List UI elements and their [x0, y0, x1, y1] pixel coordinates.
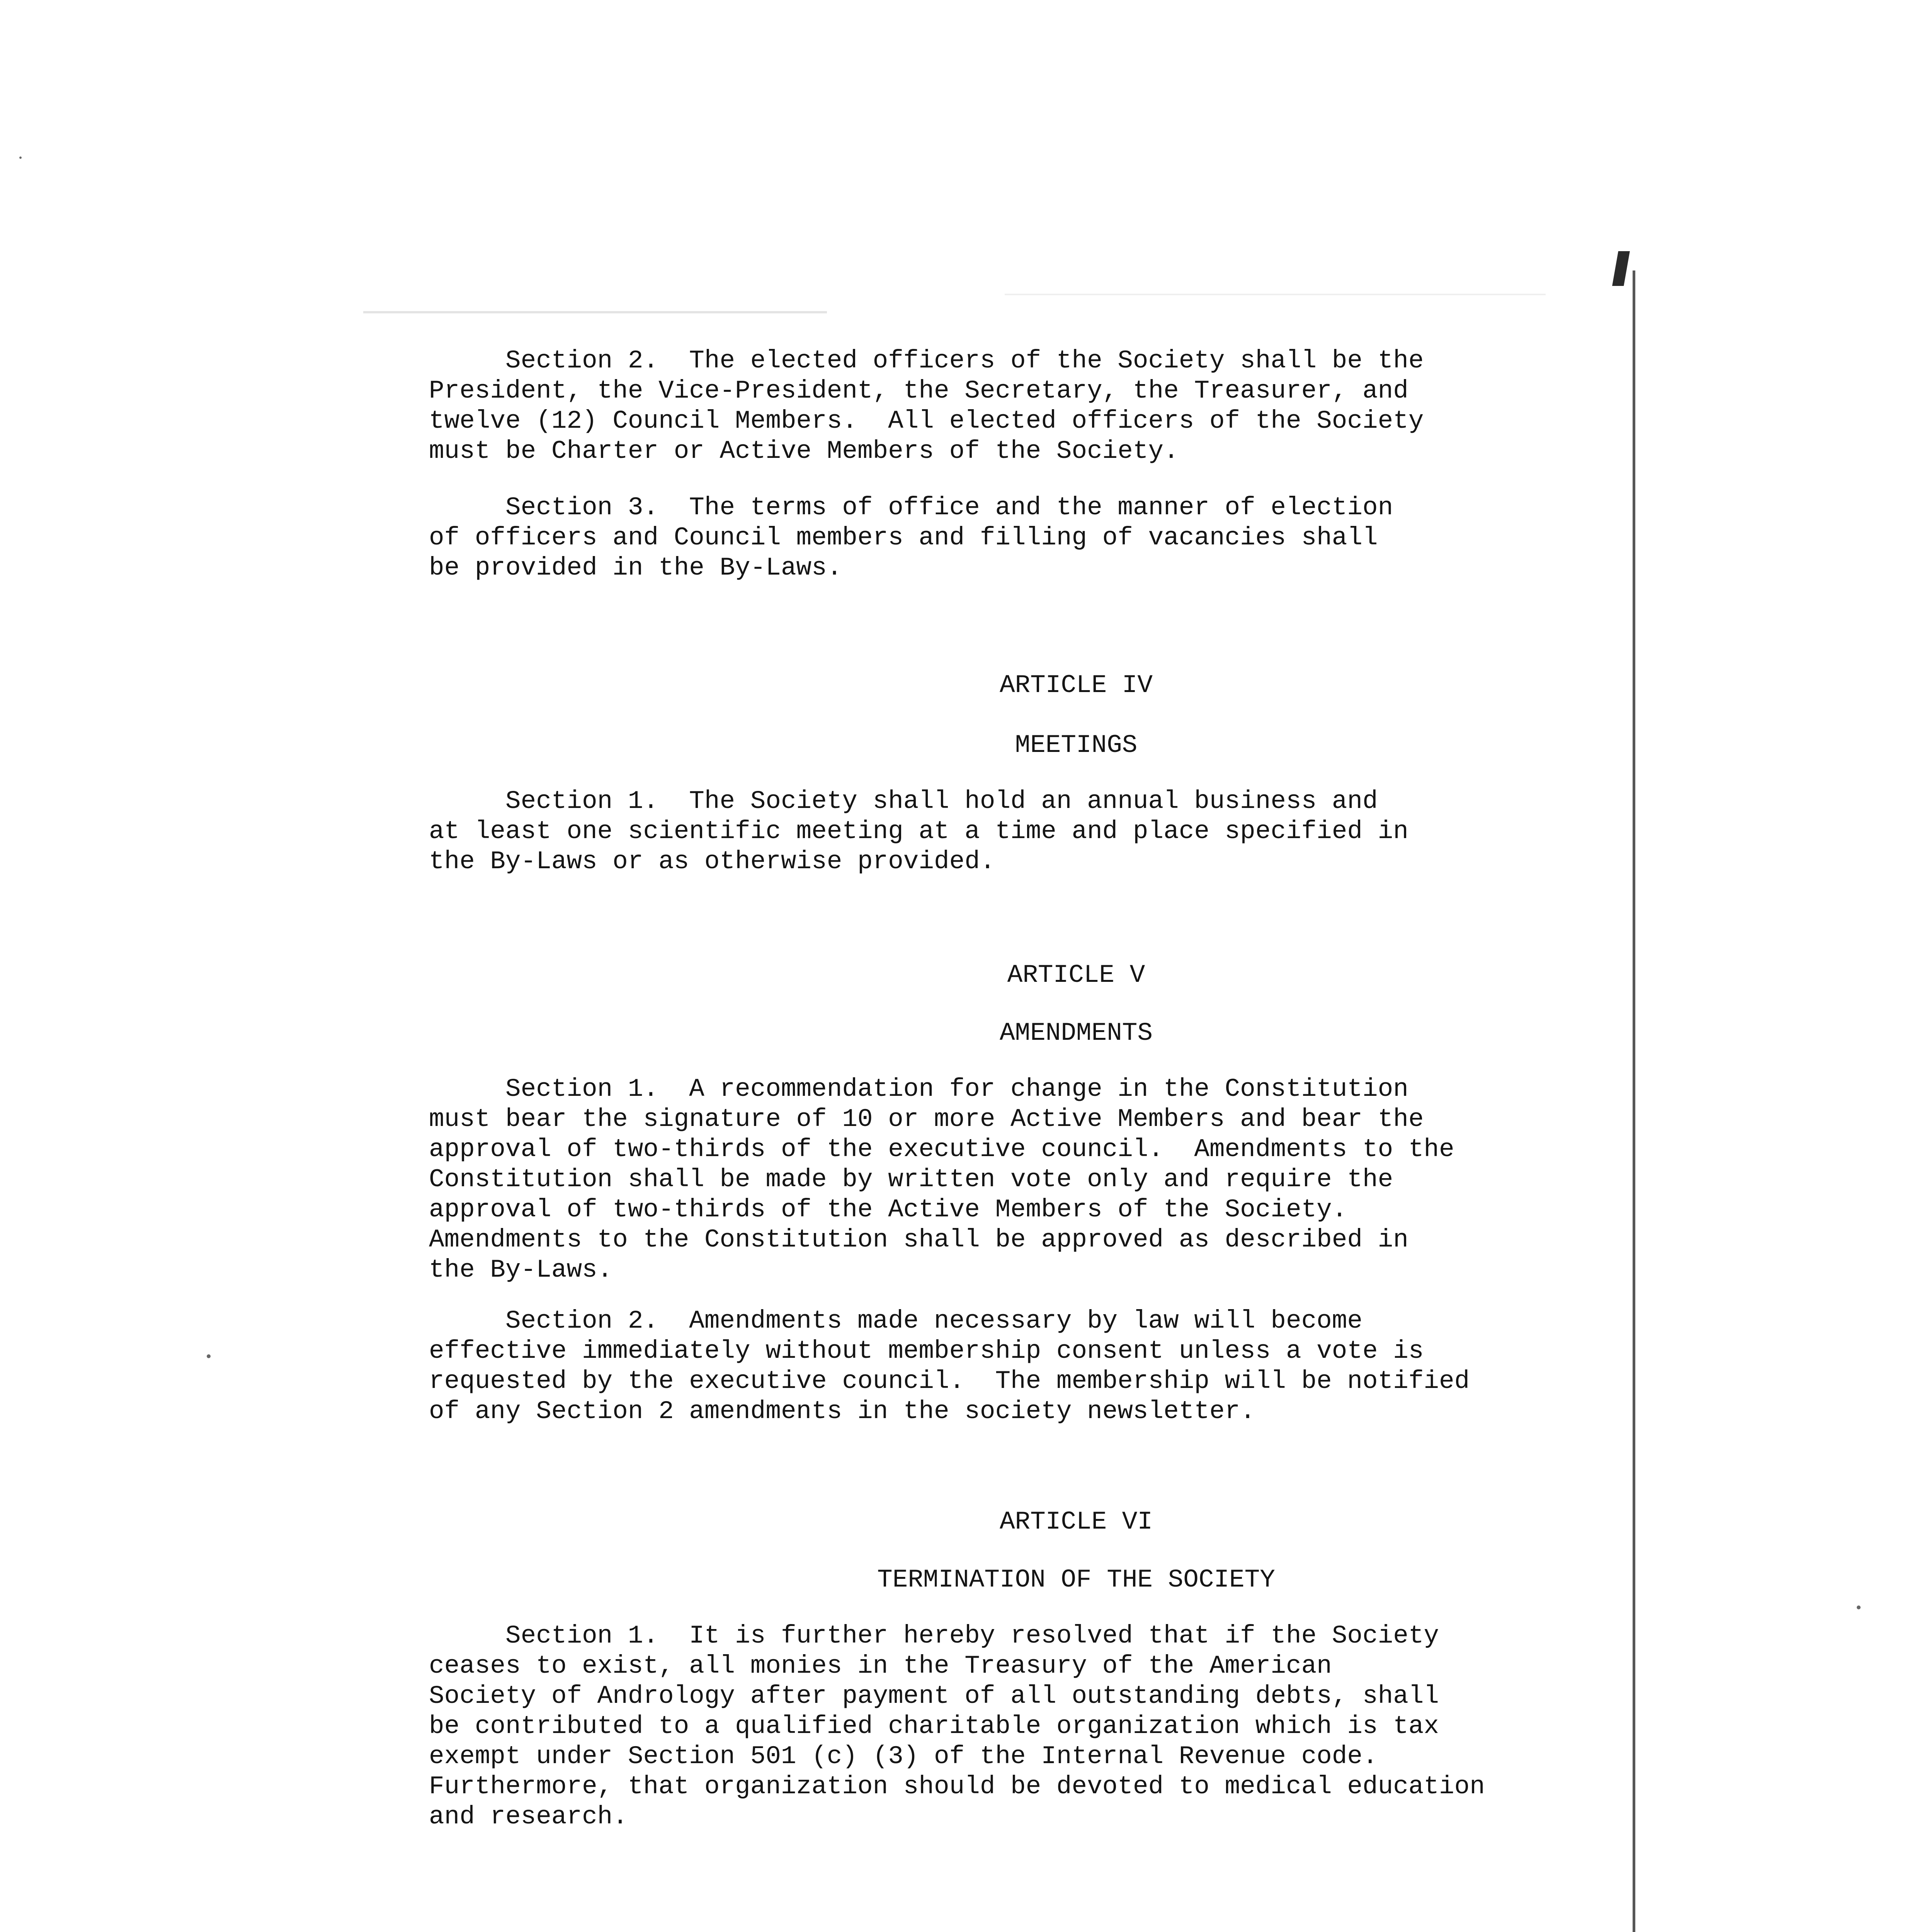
- text-line: effective immediately without membership consent unless a vote is: [429, 1337, 1424, 1366]
- text-line: be contributed to a qualified charitable organization which is tax: [429, 1712, 1439, 1741]
- text-line: approval of two-thirds of the Active Members of the Society.: [429, 1195, 1347, 1224]
- text-line: must bear the signature of 10 or more Active Members and bear the: [429, 1105, 1424, 1134]
- text-line: Society of Andrology after payment of all outstanding debts, shall: [429, 1682, 1439, 1711]
- text-line: requested by the executive council. The membership will be notified: [429, 1367, 1470, 1396]
- article5-section1: [429, 1074, 1635, 1285]
- text-line: Section 2. The elected officers of the Society shall be the: [429, 346, 1424, 375]
- text-line: Section 3. The terms of office and the manner of election: [429, 493, 1393, 522]
- article3-section2: [429, 346, 1635, 466]
- scan-artifact-line: [363, 311, 827, 313]
- text-line: Section 2. Amendments made necessary by law will become: [429, 1306, 1362, 1335]
- text-line: Furthermore, that organization should be devoted to medical education: [429, 1772, 1485, 1801]
- article6-section1: [429, 1621, 1635, 1832]
- text-line: of officers and Council members and filling of vacancies shall: [429, 523, 1378, 552]
- text-line: at least one scientific meeting at a time and place specified in: [429, 817, 1408, 846]
- article6-number: ARTICLE VI: [999, 1507, 1153, 1536]
- text-line: ceases to exist, all monies in the Treasury of the American: [429, 1651, 1332, 1680]
- page-edge-mark: [1612, 251, 1630, 286]
- text-line: approval of two-thirds of the executive council. Amendments to the: [429, 1135, 1454, 1164]
- article4-title: MEETINGS: [1015, 731, 1138, 760]
- text-line: the By-Laws or as otherwise provided.: [429, 847, 995, 876]
- scan-speck: [1857, 1605, 1861, 1609]
- text-line: Constitution shall be made by written vote only and require the: [429, 1165, 1393, 1194]
- article5-section2: [429, 1306, 1635, 1427]
- article5-number: ARTICLE V: [1007, 961, 1145, 990]
- text-line: be provided in the By-Laws.: [429, 553, 842, 582]
- text-line: Amendments to the Constitution shall be approved as described in: [429, 1225, 1408, 1254]
- article4-section1: [429, 786, 1635, 877]
- article3-section3: [429, 493, 1635, 583]
- scan-speck: [19, 156, 22, 159]
- text-line: President, the Vice-President, the Secretary, the Treasurer, and: [429, 376, 1408, 405]
- text-line: Section 1. A recommendation for change in the Constitution: [429, 1075, 1408, 1104]
- text-line: the By-Laws.: [429, 1255, 613, 1284]
- text-line: must be Charter or Active Members of the Society.: [429, 437, 1179, 466]
- text-line: twelve (12) Council Members. All elected officers of the Society: [429, 406, 1424, 435]
- text-line: Section 1. The Society shall hold an annual business and: [429, 787, 1378, 816]
- text-line: Section 1. It is further hereby resolved that if the Society: [429, 1621, 1439, 1650]
- text-line: and research.: [429, 1802, 628, 1831]
- scan-speck: [207, 1354, 211, 1358]
- article6-title: TERMINATION OF THE SOCIETY: [877, 1565, 1275, 1594]
- article5-title: AMENDMENTS: [999, 1019, 1153, 1048]
- text-line: exempt under Section 501 (c) (3) of the Internal Revenue code.: [429, 1742, 1378, 1771]
- article4-number: ARTICLE IV: [999, 671, 1153, 700]
- text-line: of any Section 2 amendments in the society newsletter.: [429, 1397, 1255, 1426]
- scan-artifact-line: [1005, 294, 1546, 295]
